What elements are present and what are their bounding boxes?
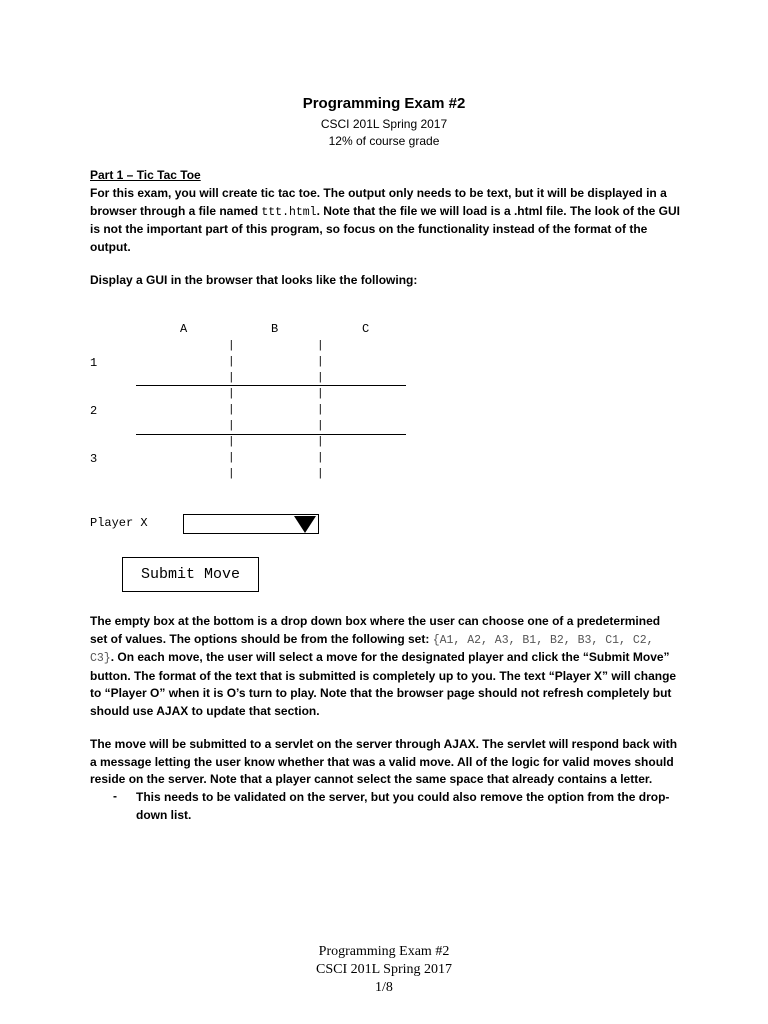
servlet-description: The move will be submitted to a servlet on the server through AJAX. The servlet will respond back with a message letting the user know whether that was a valid move. All of the logic for valid moves should reside on the server. Note that a player cannot select the same space that already contains a letter. bbox=[90, 737, 678, 786]
vertical-divider-1: | bbox=[228, 452, 235, 464]
description-text-b: . On each move, the user will select a move for the designated player and click the “Submit Move” button. The format of the text that is submitted is completely up to you. The text “Player X” will change to “Player O” when it is O’s turn to play. Note that the browser page should not refresh completely but should use AJAX to update that section. bbox=[90, 650, 677, 718]
vertical-divider-1: | bbox=[228, 468, 235, 480]
vertical-divider-1: | bbox=[228, 340, 235, 352]
vertical-divider-2: | bbox=[317, 388, 324, 400]
vertical-divider-2: | bbox=[317, 404, 324, 416]
vertical-divider-1: | bbox=[228, 420, 235, 432]
vertical-divider-2: | bbox=[317, 356, 324, 368]
page-number: 1/8 bbox=[375, 980, 393, 995]
grade-weight: 12% of course grade bbox=[328, 134, 440, 148]
column-label-b: B bbox=[271, 322, 279, 336]
intro-text-a: For this exam, you will create tic tac toe. The output only needs to be text, but it will be displayed in a browser through a file named bbox=[90, 186, 667, 218]
vertical-divider-1: | bbox=[228, 356, 235, 368]
vertical-divider-1: | bbox=[228, 404, 235, 416]
row-label-3: 3 bbox=[90, 452, 98, 466]
filename-code: ttt.html bbox=[261, 205, 317, 219]
validation-bullet: This needs to be validated on the server, but you could also remove the option from the drop-down list. bbox=[136, 790, 670, 822]
intro-text-b: . Note that the file we will load is a .html file. The look of the GUI is not the important part of this program, so focus on the functionality instead of the format of the output. bbox=[90, 203, 680, 254]
course-subtitle: CSCI 201L Spring 2017 bbox=[320, 117, 448, 131]
row-label-1: 1 bbox=[90, 356, 98, 370]
page-title: Programming Exam #2 bbox=[302, 95, 466, 112]
column-label-a: A bbox=[180, 322, 188, 336]
vertical-divider-2: | bbox=[317, 340, 324, 352]
part-1-heading: Part 1 – Tic Tac Toe bbox=[90, 168, 201, 182]
footer-course: CSCI 201L Spring 2017 bbox=[316, 962, 452, 977]
row-label-2: 2 bbox=[90, 404, 98, 418]
column-label-c: C bbox=[362, 322, 370, 336]
submit-move-button[interactable]: Submit Move bbox=[122, 557, 259, 592]
horizontal-divider-1 bbox=[136, 385, 406, 386]
move-options-set: {A1, A2, A3, B1, B2, B3, C1, C2, C3} bbox=[90, 633, 654, 665]
display-instruction: Display a GUI in the browser that looks like the following: bbox=[90, 273, 418, 287]
vertical-divider-2: | bbox=[317, 468, 324, 480]
vertical-divider-2: | bbox=[317, 420, 324, 432]
move-select-dropdown[interactable] bbox=[183, 514, 319, 534]
description-text-a: The empty box at the bottom is a drop down box where the user can choose one of a predetermined set of values. The options should be from the following set: bbox=[90, 614, 661, 646]
vertical-divider-2: | bbox=[317, 452, 324, 464]
vertical-divider-2: | bbox=[317, 436, 324, 448]
intro-paragraph bbox=[90, 185, 680, 256]
vertical-divider-1: | bbox=[228, 388, 235, 400]
bullet-dash: - bbox=[113, 789, 117, 803]
vertical-divider-1: | bbox=[228, 372, 235, 384]
dropdown-description bbox=[90, 613, 680, 720]
footer-title: Programming Exam #2 bbox=[318, 944, 450, 959]
vertical-divider-1: | bbox=[228, 436, 235, 448]
player-turn-label: Player X bbox=[90, 516, 148, 530]
chevron-down-icon[interactable] bbox=[294, 516, 316, 533]
horizontal-divider-2 bbox=[136, 434, 406, 435]
vertical-divider-2: | bbox=[317, 372, 324, 384]
